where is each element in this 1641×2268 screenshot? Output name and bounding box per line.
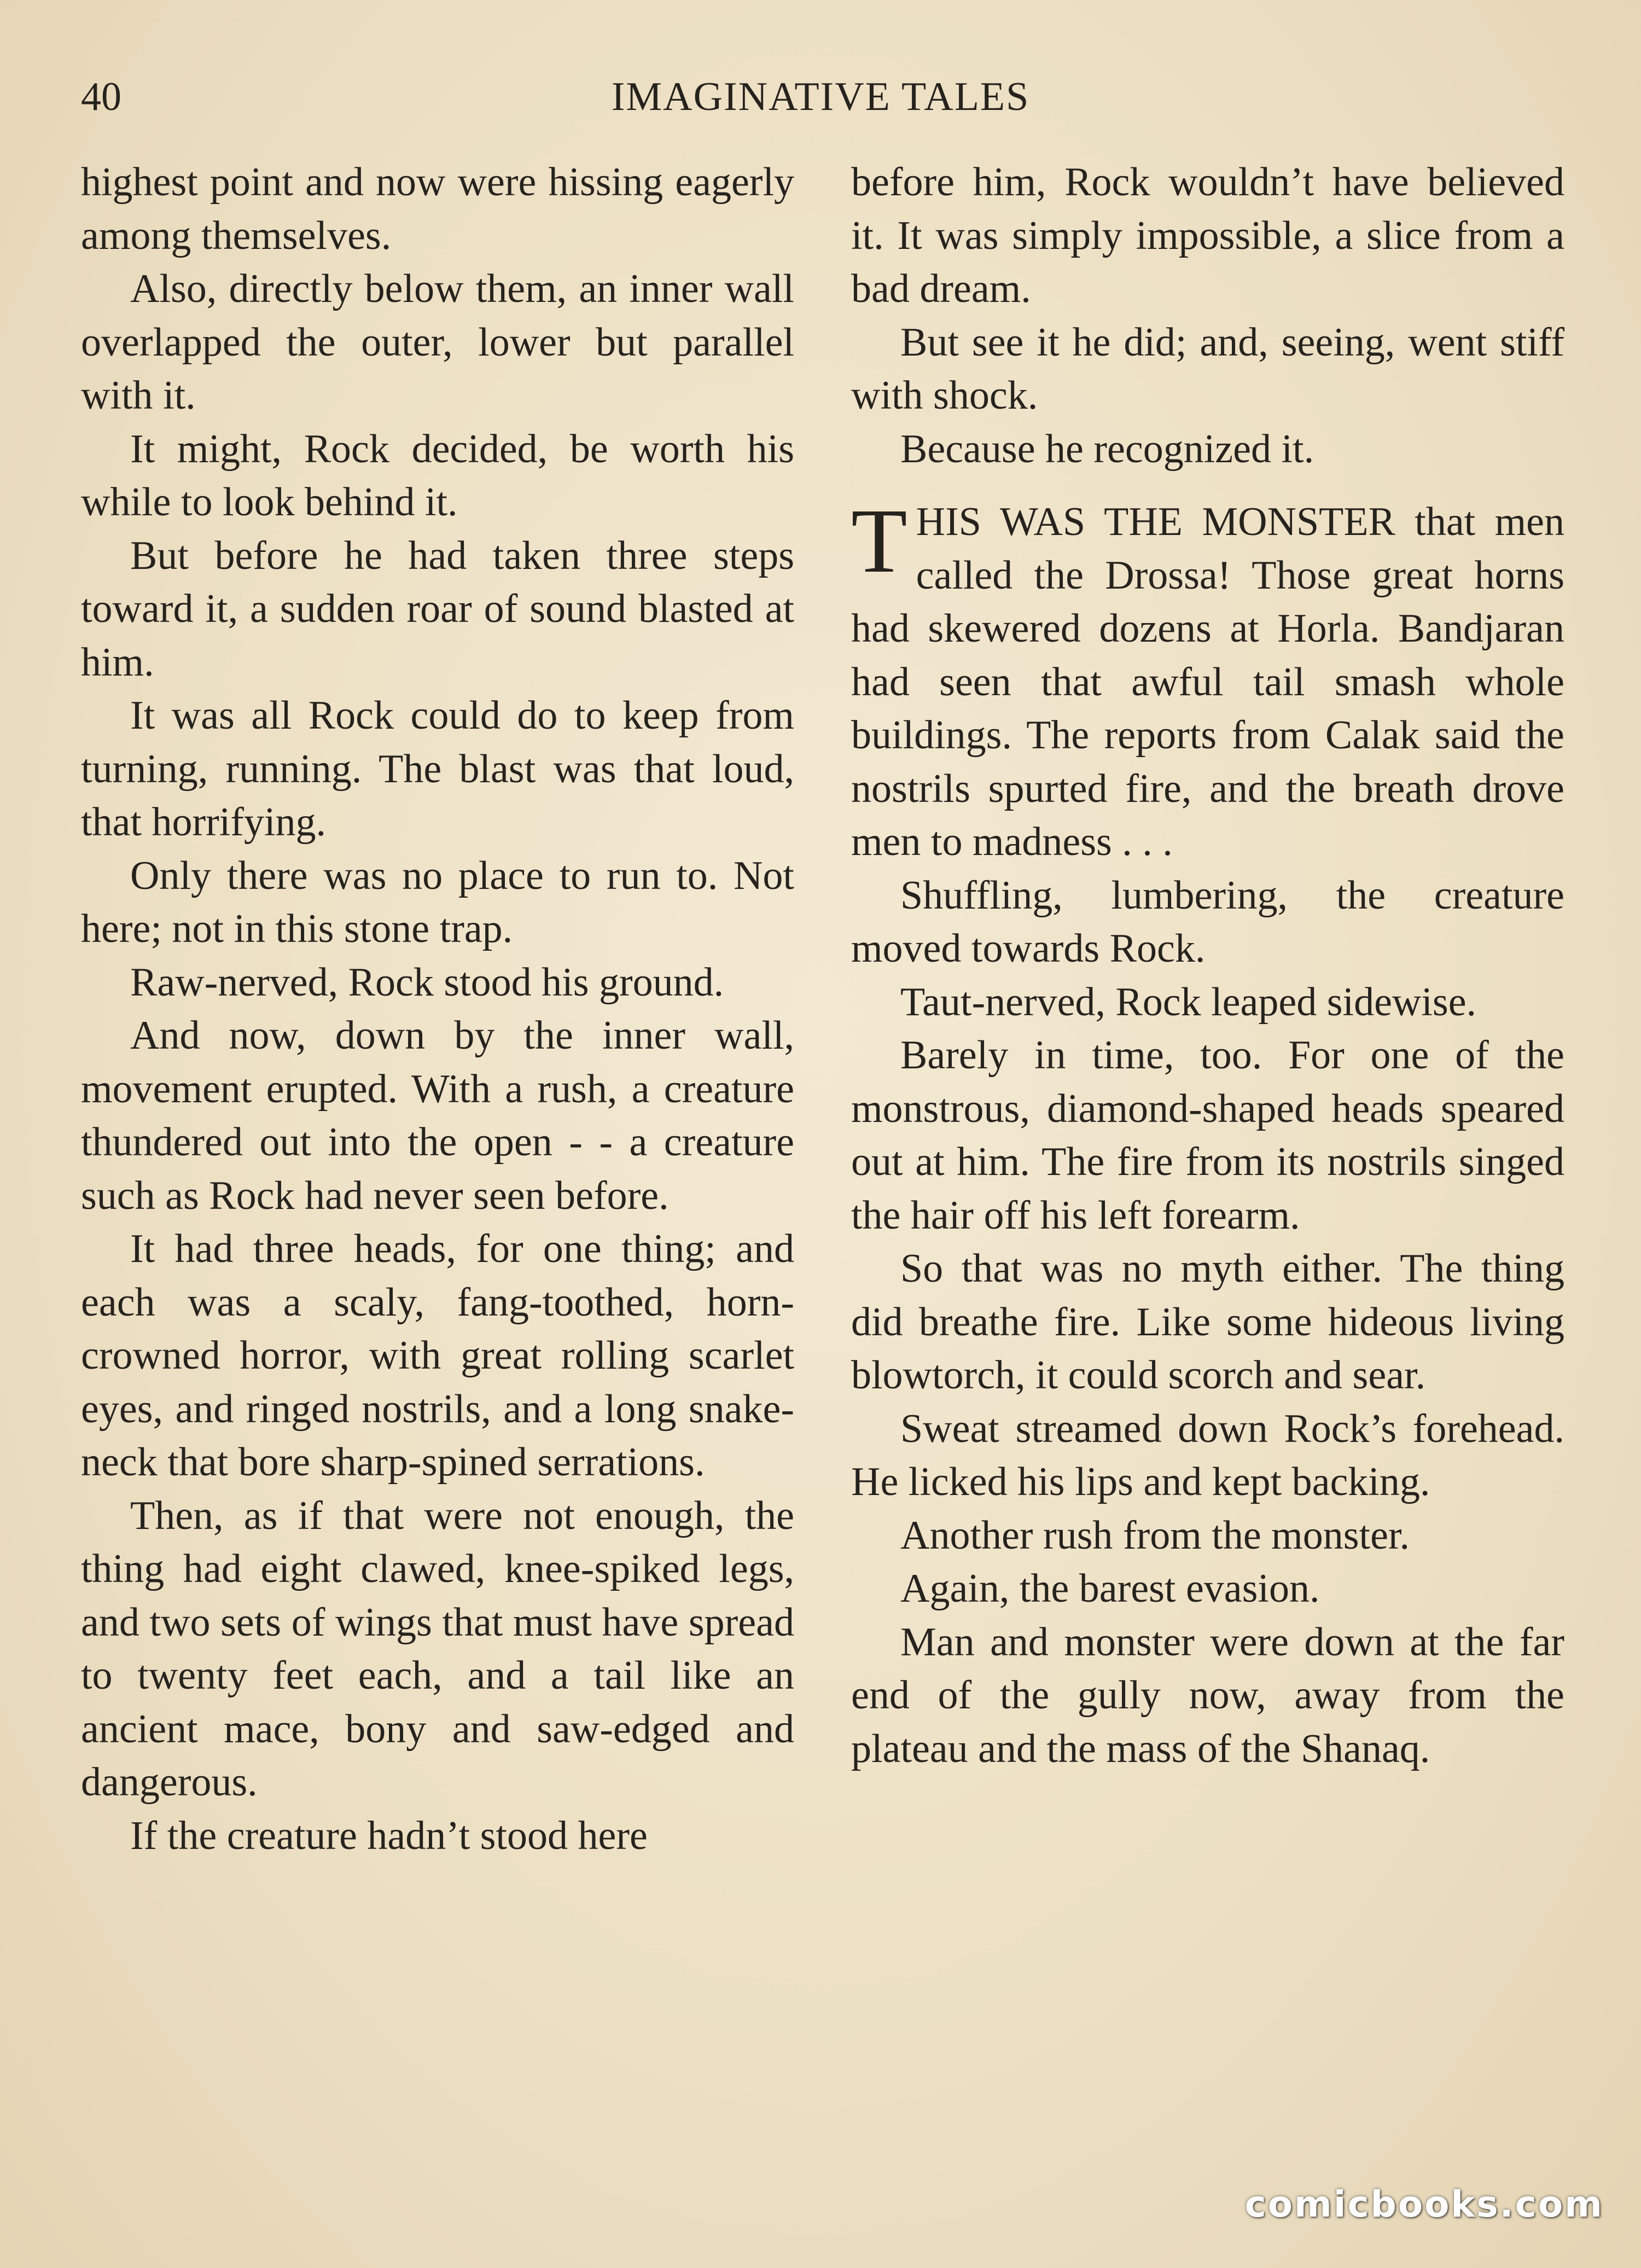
paragraph: Because he recognized it.	[900, 426, 1314, 472]
paragraph: If the creature hadn’t stood here	[130, 1813, 648, 1858]
paragraph: highest point and now were hissing eagerly among themselves.	[81, 160, 794, 258]
paragraph: Sweat streamed down Rock’s forehead. He licked his lips and kept backing.	[851, 1406, 1564, 1504]
section-opening-paragraph	[851, 490, 1564, 869]
left-column	[81, 156, 794, 1863]
paragraph: But before he had taken three steps toward it, a sudden roar of sound blasted at him.	[81, 533, 794, 685]
page-number: 40	[81, 74, 121, 119]
drop-cap: T	[851, 490, 907, 592]
paragraph: Raw-nerved, Rock stood his ground.	[130, 959, 724, 1005]
paragraph: And now, down by the inner wall, movement erupted. With a rush, a creature thundered out into the open - - a creature such as Rock had never seen before.	[81, 1013, 794, 1218]
paragraph: Taut-nerved, Rock leaped sidewise.	[900, 979, 1477, 1025]
watermark: comicbooks.com	[1244, 2183, 1604, 2225]
paragraph: before him, Rock wouldn’t have believed it. It was simply impossible, a slice from a bad dream.	[851, 160, 1564, 311]
running-head: IMAGINATIVE TALES	[611, 74, 1030, 119]
paragraph: Also, directly below them, an inner wall overlapped the outer, lower but parallel with it.	[81, 266, 794, 418]
paragraph: Again, the barest evasion.	[900, 1566, 1320, 1611]
paragraph: Man and monster were down at the far end of the gully now, away from the plateau and the mass of the Shanaq.	[851, 1619, 1564, 1771]
paragraph: But see it he did; and, seeing, went stiff with shock.	[851, 319, 1564, 418]
section-opening-text: that men called the Drossa! Those great horns had skewered dozens at Horla. Bandjaran had seen that awful tail smash whole buildings. The reports from Calak said the nostrils spurted fire, and the breath drove men to madness . . .	[851, 499, 1564, 864]
paragraph: Shuffling, lumbering, the creature moved towards Rock.	[851, 873, 1564, 971]
paragraph: Barely in time, too. For one of the monstrous, diamond-shaped heads speared out at him. The fire from its nostrils singed the hair off his left forearm.	[851, 1033, 1564, 1238]
paragraph: Then, as if that were not enough, the thing had eight clawed, knee-spiked legs, and two sets of wings that must have spread to twenty feet each, and a tail like an ancient mace, bony and saw-edged and dangerous.	[81, 1493, 794, 1805]
paragraph: It had three heads, for one thing; and each was a scaly, fang-toothed, horn-crowned horror, with great rolling scarlet eyes, and ringed nostrils, and a long snake-neck that bore sharp-spined serrations.	[81, 1226, 794, 1485]
paragraph: Only there was no place to run to. Not here; not in this stone trap.	[81, 853, 794, 951]
paragraph: It might, Rock decided, be worth his while to look behind it.	[81, 426, 794, 525]
paragraph: So that was no myth either. The thing did breathe fire. Like some hideous living blowtorch, it could scorch and sear.	[851, 1246, 1564, 1398]
small-caps-lead: HIS WAS THE MONSTER	[916, 499, 1395, 544]
right-column	[851, 156, 1564, 1776]
paragraph: Another rush from the monster.	[900, 1513, 1410, 1558]
paragraph: It was all Rock could do to keep from turning, running. The blast was that loud, that horrifying.	[81, 693, 794, 845]
